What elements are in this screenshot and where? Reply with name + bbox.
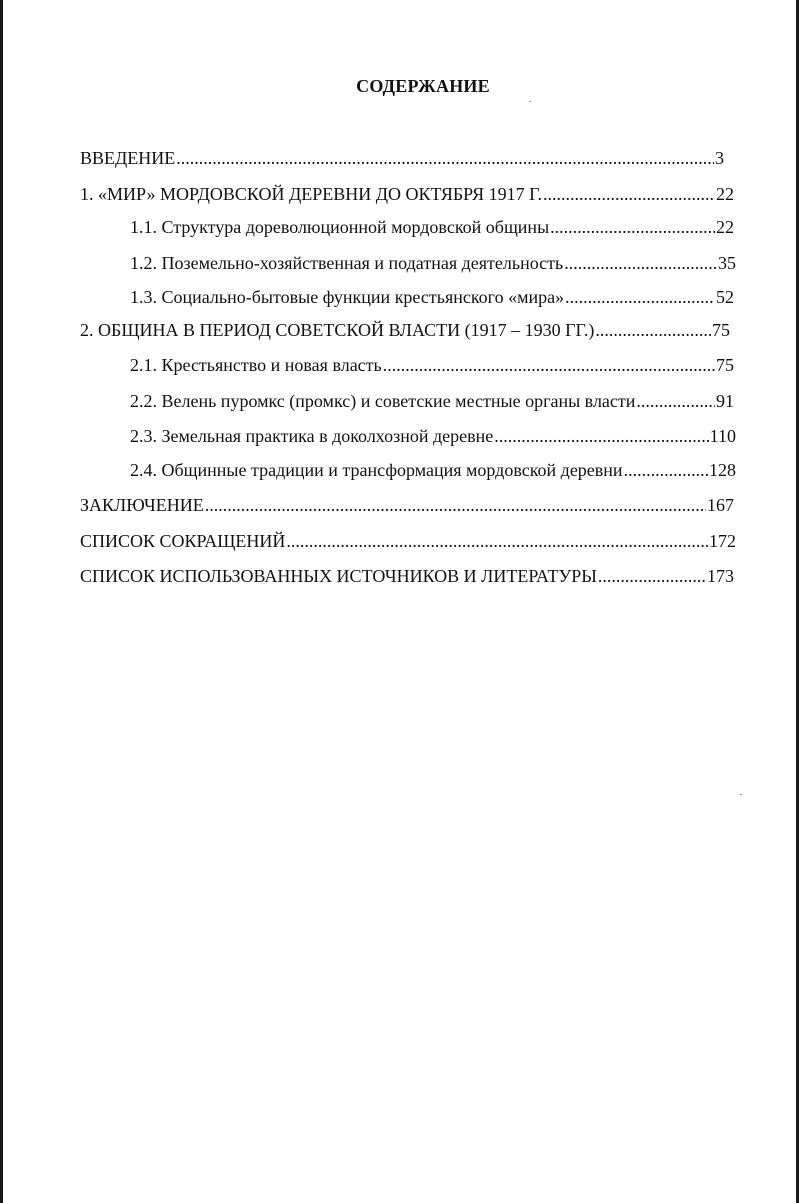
toc-page-number: 128	[709, 460, 736, 480]
toc-entry-sources[interactable]	[80, 565, 734, 587]
toc-entry-section-1-2[interactable]	[130, 252, 736, 274]
toc-entry-section-2-3[interactable]	[130, 425, 736, 447]
toc-page-number: 22	[716, 184, 734, 204]
toc-entry-section-1-1[interactable]	[130, 216, 734, 238]
toc-page-number: 172	[709, 531, 736, 551]
toc-entry-label: 1.1. Структура дореволюционной мордовской общины	[130, 217, 550, 237]
toc-entry-label: 2.1. Крестьянство и новая власть	[130, 355, 382, 375]
toc-entry-label: 1.2. Поземельно-хозяйственная и податная деятельность	[130, 253, 564, 273]
toc-page-number: 173	[707, 566, 734, 586]
toc-leader	[595, 319, 711, 341]
toc-page-number: 110	[709, 426, 736, 446]
toc-entry-section-1-3[interactable]	[130, 286, 734, 308]
toc-entry-label: 2.4. Общинные традиции и трансформация мордовской деревни	[130, 460, 623, 480]
toc-leader	[636, 390, 715, 412]
toc-entry-label: 2. ОБЩИНА В ПЕРИОД СОВЕТСКОЙ ВЛАСТИ (1917 – 1930 ГГ.)	[80, 320, 595, 340]
toc-leader	[564, 252, 717, 274]
toc-entry-label: ВВЕДЕНИЕ	[80, 148, 176, 168]
toc-page-number: 167	[707, 495, 734, 515]
scan-speck	[740, 794, 742, 795]
page-title: СОДЕРЖАНИЕ	[356, 76, 490, 96]
toc-entry-section-2-4[interactable]	[130, 459, 736, 481]
toc-entry-label: СПИСОК ИСПОЛЬЗОВАННЫХ ИСТОЧНИКОВ И ЛИТЕРАТУРЫ	[80, 566, 597, 586]
toc-entry-label: ЗАКЛЮЧЕНИЕ	[80, 495, 204, 515]
toc-page-number: 52	[716, 287, 734, 307]
toc-page-number: 22	[716, 217, 734, 237]
toc-leader	[383, 354, 715, 376]
toc-entry-introduction[interactable]	[80, 147, 724, 169]
toc-page-number: 75	[712, 320, 730, 340]
toc-entry-chapter-2[interactable]	[80, 319, 730, 341]
toc-leader	[286, 530, 708, 552]
toc-leader	[565, 286, 715, 308]
toc-page-number: 75	[716, 355, 734, 375]
toc-leader	[624, 459, 708, 481]
toc-page-number: 91	[716, 391, 734, 411]
toc-entry-label: СПИСОК СОКРАЩЕНИЙ	[80, 531, 286, 551]
toc-page-number: 3	[715, 148, 724, 168]
toc-leader	[205, 494, 706, 516]
toc-entry-label: 1. «МИР» МОРДОВСКОЙ ДЕРЕВНИ ДО ОКТЯБРЯ 1917 Г.	[80, 184, 542, 204]
toc-entry-label: 2.2. Велень пуромкс (промкс) и советские местные органы власти	[130, 391, 636, 411]
toc-entry-section-2-2[interactable]	[130, 390, 734, 412]
toc-leader	[598, 565, 706, 587]
toc-leader	[543, 183, 715, 205]
toc-leader	[550, 216, 715, 238]
toc-entry-conclusion[interactable]	[80, 494, 734, 516]
toc-entry-label: 2.3. Земельная практика в доколхозной деревне	[130, 426, 494, 446]
toc-leader	[176, 147, 714, 169]
scan-speck	[529, 101, 531, 102]
toc-entry-label: 1.3. Социально-бытовые функции крестьянского «мира»	[130, 287, 565, 307]
toc-entry-abbreviations[interactable]	[80, 530, 736, 552]
toc-entry-section-2-1[interactable]	[130, 354, 734, 376]
page-edge-left	[0, 0, 3, 1203]
toc-entry-chapter-1[interactable]	[80, 183, 734, 205]
toc-leader	[494, 425, 708, 447]
toc-page-number: 35	[718, 253, 736, 273]
